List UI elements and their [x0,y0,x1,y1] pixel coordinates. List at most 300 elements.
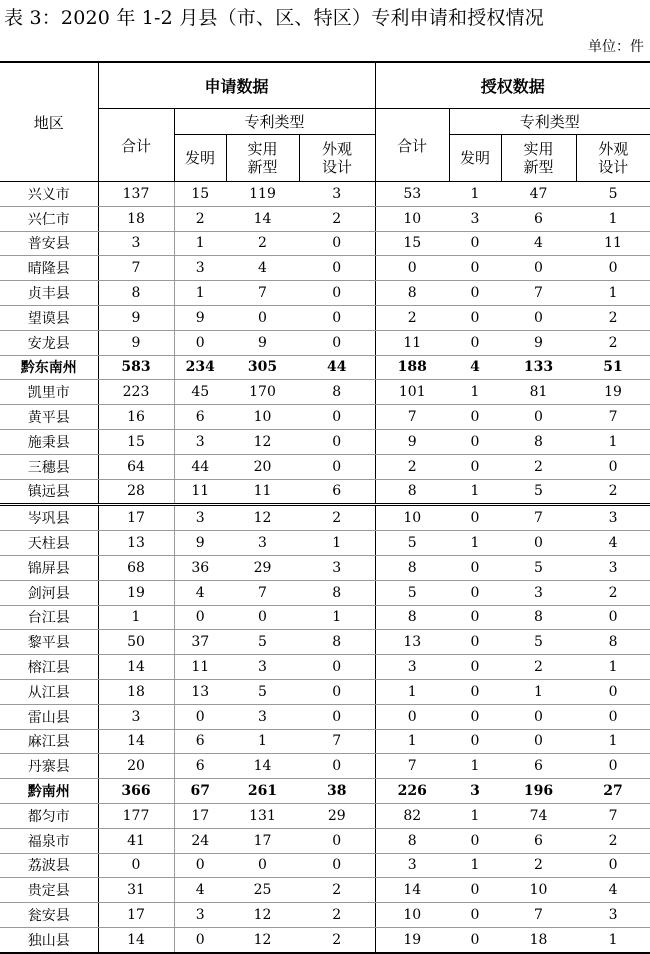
value-cell: 17 [98,505,174,531]
table-row [0,479,650,505]
value-cell: 2 [226,231,299,256]
value-cell: 5 [226,630,299,655]
value-cell: 9 [98,330,174,355]
region-name-cell: 瓮安县 [0,903,98,928]
value-cell: 14 [226,206,299,231]
value-cell: 170 [226,380,299,405]
value-cell: 19 [98,580,174,605]
value-cell: 131 [226,803,299,828]
value-cell: 13 [375,630,449,655]
table-row [0,878,650,903]
value-cell: 11 [576,231,650,256]
value-cell: 0 [449,903,501,928]
value-cell: 0 [375,704,449,729]
value-cell: 7 [226,281,299,306]
value-cell: 0 [501,256,576,281]
value-cell: 19 [375,927,449,952]
value-cell: 119 [226,182,299,207]
region-name-cell: 安龙县 [0,330,98,355]
value-cell: 4 [226,256,299,281]
value-cell: 11 [226,479,299,505]
value-cell: 4 [449,355,501,380]
value-cell: 6 [174,405,226,430]
value-cell: 6 [174,729,226,754]
value-cell: 18 [98,206,174,231]
value-cell: 12 [226,505,299,531]
value-cell: 1 [226,729,299,754]
header-grant: 授权数据 [375,62,650,109]
value-cell: 6 [501,206,576,231]
value-cell: 0 [576,454,650,479]
region-name-cell: 黔南州 [0,779,98,804]
value-cell: 0 [449,505,501,531]
value-cell: 45 [174,380,226,405]
table-row [0,305,650,330]
region-name-cell: 三穗县 [0,454,98,479]
header-grant-type: 专利类型 [449,109,650,135]
value-cell: 7 [375,405,449,430]
value-cell: 44 [299,355,375,380]
value-cell: 9 [501,330,576,355]
value-cell: 0 [449,679,501,704]
value-cell: 1 [299,531,375,556]
value-cell: 0 [299,256,375,281]
value-cell: 8 [299,380,375,405]
value-cell: 31 [98,878,174,903]
value-cell: 1 [449,380,501,405]
value-cell: 51 [576,355,650,380]
region-name-cell: 兴仁市 [0,206,98,231]
value-cell: 74 [501,803,576,828]
value-cell: 0 [449,405,501,430]
header-grant-utility: 实用 新型 [501,135,576,182]
value-cell: 0 [299,828,375,853]
table-row [0,927,650,952]
value-cell: 8 [375,479,449,505]
value-cell: 47 [501,182,576,207]
value-cell: 6 [501,754,576,779]
value-cell: 234 [174,355,226,380]
value-cell: 1 [449,803,501,828]
value-cell: 2 [375,305,449,330]
value-cell: 25 [226,878,299,903]
value-cell: 3 [98,231,174,256]
table-row [0,206,650,231]
value-cell: 4 [174,878,226,903]
table-row [0,256,650,281]
value-cell: 5 [576,182,650,207]
region-name-cell: 晴隆县 [0,256,98,281]
value-cell: 0 [226,305,299,330]
value-cell: 18 [98,679,174,704]
value-cell: 0 [449,305,501,330]
region-name-cell: 凯里市 [0,380,98,405]
value-cell: 1 [375,729,449,754]
value-cell: 19 [576,380,650,405]
value-cell: 9 [375,429,449,454]
value-cell: 0 [226,605,299,630]
value-cell: 12 [226,429,299,454]
value-cell: 4 [174,580,226,605]
value-cell: 14 [98,729,174,754]
value-cell: 6 [174,754,226,779]
value-cell: 8 [501,605,576,630]
table-row [0,355,650,380]
value-cell: 3 [226,704,299,729]
region-name-cell: 剑河县 [0,580,98,605]
value-cell: 7 [501,281,576,306]
value-cell: 1 [98,605,174,630]
region-name-cell: 麻江县 [0,729,98,754]
value-cell: 2 [576,580,650,605]
value-cell: 14 [226,754,299,779]
value-cell: 1 [299,605,375,630]
value-cell: 7 [576,803,650,828]
value-cell: 2 [375,454,449,479]
value-cell: 7 [501,505,576,531]
value-cell: 12 [226,927,299,952]
value-cell: 1 [174,281,226,306]
patent-table [0,61,650,954]
value-cell: 8 [299,630,375,655]
region-name-cell: 贵定县 [0,878,98,903]
value-cell: 0 [449,580,501,605]
header-app-design: 外观 设计 [299,135,375,182]
value-cell: 0 [174,605,226,630]
table-row [0,330,650,355]
value-cell: 3 [174,429,226,454]
value-cell: 0 [174,330,226,355]
value-cell: 0 [576,679,650,704]
value-cell: 0 [299,330,375,355]
value-cell: 9 [98,305,174,330]
value-cell: 3 [501,580,576,605]
table-row [0,531,650,556]
value-cell: 7 [299,729,375,754]
value-cell: 2 [299,206,375,231]
value-cell: 2 [501,853,576,878]
value-cell: 15 [98,429,174,454]
value-cell: 3 [576,505,650,531]
value-cell: 3 [576,555,650,580]
value-cell: 15 [375,231,449,256]
table-row [0,655,650,680]
value-cell: 261 [226,779,299,804]
value-cell: 0 [299,704,375,729]
value-cell: 8 [375,281,449,306]
value-cell: 10 [375,206,449,231]
header-app-utility: 实用 新型 [226,135,299,182]
value-cell: 13 [98,531,174,556]
table-row [0,729,650,754]
table-row [0,380,650,405]
value-cell: 0 [501,305,576,330]
value-cell: 0 [449,281,501,306]
value-cell: 2 [299,927,375,952]
value-cell: 12 [226,903,299,928]
value-cell: 4 [501,231,576,256]
value-cell: 1 [449,182,501,207]
region-name-cell: 独山县 [0,927,98,952]
value-cell: 3 [174,505,226,531]
header-app-type: 专利类型 [174,109,375,135]
value-cell: 1 [449,479,501,505]
page-title: 表 3：2020 年 1-2 月县（市、区、特区）专利申请和授权情况 [4,7,544,29]
value-cell: 44 [174,454,226,479]
value-cell: 64 [98,454,174,479]
value-cell: 0 [449,828,501,853]
value-cell: 0 [449,454,501,479]
value-cell: 8 [375,828,449,853]
value-cell: 1 [576,729,650,754]
value-cell: 3 [449,779,501,804]
value-cell: 0 [449,927,501,952]
value-cell: 133 [501,355,576,380]
value-cell: 3 [98,704,174,729]
value-cell: 0 [299,655,375,680]
value-cell: 10 [375,903,449,928]
unit-label: 单位：件 [588,39,644,55]
value-cell: 0 [174,704,226,729]
table-row [0,754,650,779]
region-name-cell: 黔东南州 [0,355,98,380]
value-cell: 5 [501,479,576,505]
value-cell: 3 [449,206,501,231]
table-row [0,704,650,729]
region-name-cell: 台江县 [0,605,98,630]
value-cell: 7 [375,754,449,779]
table-row [0,281,650,306]
value-cell: 20 [98,754,174,779]
value-cell: 0 [449,330,501,355]
table-row [0,903,650,928]
value-cell: 4 [576,878,650,903]
value-cell: 2 [501,655,576,680]
value-cell: 50 [98,630,174,655]
value-cell: 0 [299,405,375,430]
value-cell: 0 [174,853,226,878]
value-cell: 38 [299,779,375,804]
value-cell: 6 [501,828,576,853]
value-cell: 17 [98,903,174,928]
value-cell: 223 [98,380,174,405]
value-cell: 0 [449,704,501,729]
region-name-cell: 黎平县 [0,630,98,655]
value-cell: 17 [226,828,299,853]
value-cell: 1 [576,429,650,454]
value-cell: 8 [375,555,449,580]
value-cell: 0 [299,429,375,454]
value-cell: 1 [174,231,226,256]
value-cell: 36 [174,555,226,580]
region-name-cell: 榕江县 [0,655,98,680]
region-name-cell: 镇远县 [0,479,98,505]
value-cell: 24 [174,828,226,853]
value-cell: 0 [299,853,375,878]
value-cell: 0 [449,878,501,903]
value-cell: 3 [375,655,449,680]
value-cell: 14 [375,878,449,903]
value-cell: 5 [501,555,576,580]
region-name-cell: 望谟县 [0,305,98,330]
value-cell: 2 [299,505,375,531]
value-cell: 3 [299,182,375,207]
value-cell: 0 [299,679,375,704]
value-cell: 7 [98,256,174,281]
value-cell: 3 [375,853,449,878]
header-region: 地区 [0,62,98,182]
value-cell: 0 [299,281,375,306]
value-cell: 4 [576,531,650,556]
value-cell: 2 [174,206,226,231]
region-name-cell: 丹寨县 [0,754,98,779]
value-cell: 1 [449,853,501,878]
table-row [0,605,650,630]
value-cell: 1 [576,206,650,231]
value-cell: 0 [449,655,501,680]
table-row [0,828,650,853]
value-cell: 0 [299,231,375,256]
table-row [0,779,650,804]
value-cell: 0 [576,704,650,729]
value-cell: 3 [226,655,299,680]
header-application: 申请数据 [98,62,375,109]
value-cell: 0 [299,454,375,479]
value-cell: 583 [98,355,174,380]
region-name-cell: 从江县 [0,679,98,704]
value-cell: 37 [174,630,226,655]
region-name-cell: 普安县 [0,231,98,256]
table-row [0,505,650,531]
value-cell: 8 [98,281,174,306]
value-cell: 0 [576,754,650,779]
region-name-cell: 天柱县 [0,531,98,556]
value-cell: 11 [174,479,226,505]
value-cell: 68 [98,555,174,580]
value-cell: 2 [576,828,650,853]
region-name-cell: 雷山县 [0,704,98,729]
value-cell: 0 [299,754,375,779]
value-cell: 2 [576,479,650,505]
value-cell: 101 [375,380,449,405]
value-cell: 2 [576,305,650,330]
value-cell: 0 [449,630,501,655]
value-cell: 15 [174,182,226,207]
value-cell: 27 [576,779,650,804]
header-grant-total: 合计 [375,109,449,182]
value-cell: 1 [449,531,501,556]
value-cell: 0 [501,405,576,430]
table-row [0,679,650,704]
value-cell: 0 [449,231,501,256]
region-name-cell: 福泉市 [0,828,98,853]
value-cell: 7 [501,903,576,928]
value-cell: 0 [449,729,501,754]
value-cell: 5 [375,531,449,556]
region-name-cell: 黄平县 [0,405,98,430]
table-row [0,580,650,605]
value-cell: 3 [226,531,299,556]
value-cell: 1 [375,679,449,704]
value-cell: 7 [226,580,299,605]
value-cell: 2 [299,878,375,903]
value-cell: 20 [226,454,299,479]
value-cell: 0 [449,429,501,454]
value-cell: 3 [174,256,226,281]
table-row [0,630,650,655]
value-cell: 196 [501,779,576,804]
value-cell: 67 [174,779,226,804]
value-cell: 6 [299,479,375,505]
value-cell: 9 [174,305,226,330]
value-cell: 2 [299,903,375,928]
table-row [0,454,650,479]
header-app-total: 合计 [98,109,174,182]
value-cell: 41 [98,828,174,853]
value-cell: 8 [299,580,375,605]
value-cell: 0 [375,256,449,281]
value-cell: 10 [226,405,299,430]
value-cell: 14 [98,655,174,680]
region-name-cell: 岑巩县 [0,505,98,531]
value-cell: 0 [576,853,650,878]
value-cell: 0 [449,605,501,630]
value-cell: 188 [375,355,449,380]
value-cell: 0 [501,531,576,556]
value-cell: 11 [174,655,226,680]
value-cell: 8 [375,605,449,630]
header-app-invention: 发明 [174,135,226,182]
region-name-cell: 贞丰县 [0,281,98,306]
table-row [0,853,650,878]
value-cell: 1 [449,754,501,779]
table-row [0,555,650,580]
value-cell: 29 [226,555,299,580]
value-cell: 81 [501,380,576,405]
value-cell: 10 [375,505,449,531]
value-cell: 29 [299,803,375,828]
value-cell: 5 [501,630,576,655]
value-cell: 0 [226,853,299,878]
table-row [0,429,650,454]
table-body [0,182,650,953]
header-grant-invention: 发明 [449,135,501,182]
value-cell: 2 [501,454,576,479]
region-name-cell: 都匀市 [0,803,98,828]
value-cell: 0 [501,704,576,729]
value-cell: 366 [98,779,174,804]
region-name-cell: 施秉县 [0,429,98,454]
table-row [0,231,650,256]
value-cell: 8 [576,630,650,655]
region-name-cell: 兴义市 [0,182,98,207]
value-cell: 17 [174,803,226,828]
value-cell: 7 [576,405,650,430]
value-cell: 1 [576,927,650,952]
value-cell: 2 [576,330,650,355]
value-cell: 10 [501,878,576,903]
region-name-cell: 锦屏县 [0,555,98,580]
table-row [0,405,650,430]
value-cell: 28 [98,479,174,505]
value-cell: 305 [226,355,299,380]
header-grant-design: 外观 设计 [576,135,650,182]
value-cell: 13 [174,679,226,704]
value-cell: 226 [375,779,449,804]
value-cell: 11 [375,330,449,355]
value-cell: 82 [375,803,449,828]
value-cell: 0 [299,305,375,330]
